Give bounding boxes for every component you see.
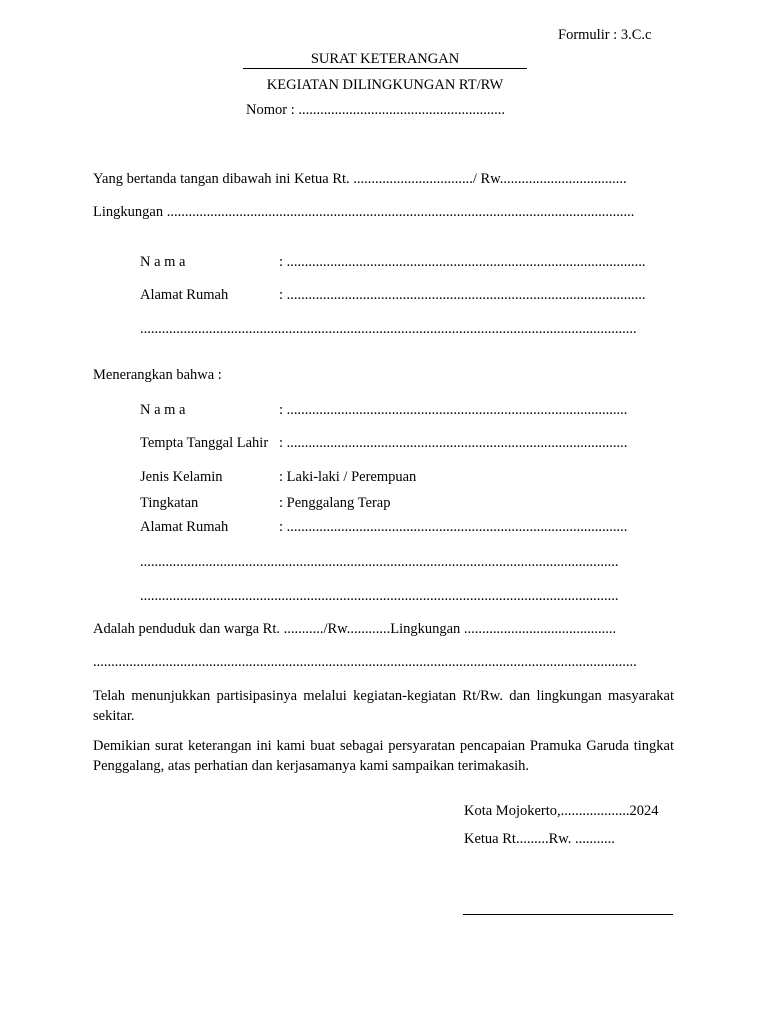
subject-address-continuation-2: .................................................................................................................................... [140, 588, 619, 604]
document-title: SURAT KETERANGAN [310, 51, 460, 67]
intro-line-2: Lingkungan ................................................................................................................................. [93, 204, 635, 220]
signature-role: Ketua Rt.........Rw. ........... [464, 831, 615, 847]
closing-paragraph: Demikian surat keterangan ini kami buat sebagai persyaratan pencapaian Pramuka Garuda tingkat Penggalang, atas perhatian dan kerjasamanya kami sampaikan terimakasih. [93, 738, 674, 774]
subject-gender-label: Jenis Kelamin [140, 469, 223, 485]
signer-address-label: Alamat Rumah [140, 287, 229, 303]
subject-address-label: Alamat Rumah [140, 519, 229, 535]
document-subtitle: KEGIATAN DILINGKUNGAN RT/RW [266, 77, 504, 93]
residency-line-1: Adalah penduduk dan warga Rt. .........../Rw............Lingkungan .......................................... [93, 621, 617, 637]
subject-birth-value: : .............................................................................................. [279, 435, 628, 451]
signer-address-value: : ................................................................................................... [279, 287, 646, 303]
intro-line-1: Yang bertanda tangan dibawah ini Ketua Rt. ................................./ Rw................................... [93, 171, 627, 187]
subject-address-continuation-1: .................................................................................................................................... [140, 554, 619, 570]
subject-level-value: : Penggalang Terap [279, 495, 391, 511]
signature-line [463, 914, 673, 915]
participation-paragraph: Telah menunjukkan partisipasinya melalui kegiatan-kegiatan Rt/Rw. dan lingkungan masyarakat sekitar. [93, 688, 674, 724]
residency-line-2: ...................................................................................................................................................... [93, 654, 637, 670]
subject-name-label: N a m a [140, 402, 186, 418]
subject-address-value: : .............................................................................................. [279, 519, 628, 535]
signer-name-label: N a m a [140, 254, 186, 270]
signer-name-value: : ................................................................................................... [279, 254, 646, 270]
subject-gender-value: : Laki-laki / Perempuan [279, 469, 417, 485]
subject-level-label: Tingkatan [140, 495, 199, 511]
title-underline [243, 68, 527, 69]
signer-address-continuation: ......................................................................................................................................... [140, 321, 637, 337]
subject-birth-label: Tempta Tanggal Lahir [140, 435, 269, 451]
signature-place-date: Kota Mojokerto,...................2024 [464, 803, 659, 819]
statement-heading: Menerangkan bahwa : [93, 367, 222, 383]
form-code: Formulir : 3.C.c [558, 27, 652, 43]
subject-name-value: : .............................................................................................. [279, 402, 628, 418]
document-number: Nomor : ......................................................... [246, 102, 505, 118]
